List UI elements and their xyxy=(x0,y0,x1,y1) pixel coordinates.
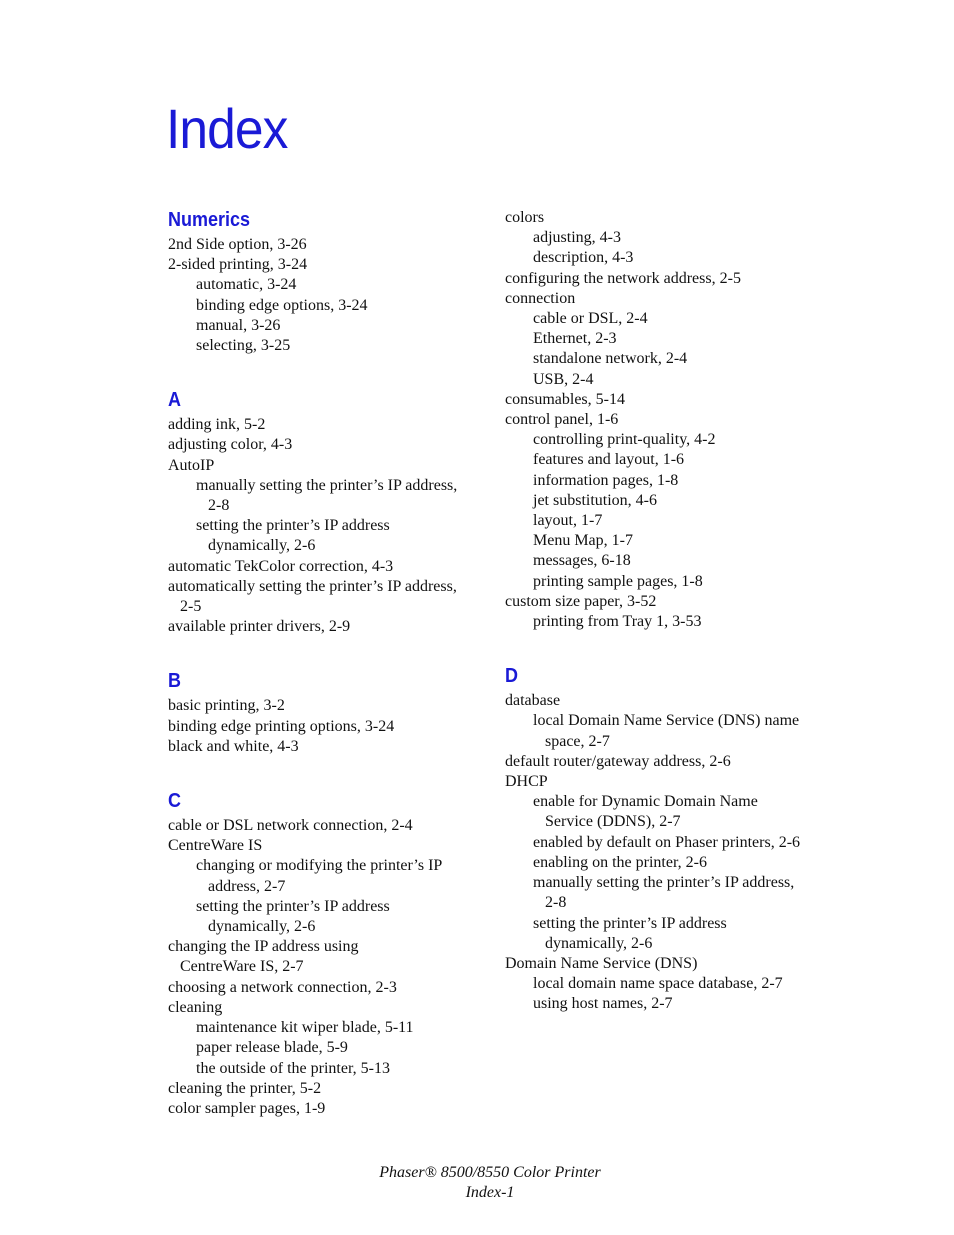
index-subentry: Menu Map, 1-7 xyxy=(533,532,633,550)
index-subentry: changing or modifying the printer’s IP xyxy=(196,857,443,875)
index-entry: Domain Name Service (DNS) xyxy=(505,954,698,972)
index-entry: adjusting color, 4-3 xyxy=(168,436,293,454)
index-subentry: paper release blade, 5-9 xyxy=(196,1039,348,1057)
index-entry: control panel, 1-6 xyxy=(505,411,619,429)
index-entry: black and white, 4-3 xyxy=(168,737,299,755)
index-entry: available printer drivers, 2-9 xyxy=(168,618,351,636)
index-subentry: features and layout, 1-6 xyxy=(533,451,685,469)
index-subentry: manual, 3-26 xyxy=(196,316,281,334)
index-subentry: maintenance kit wiper blade, 5-11 xyxy=(196,1019,414,1037)
index-subentry: cable or DSL, 2-4 xyxy=(533,310,648,328)
index-subentry: setting the printer’s IP address xyxy=(196,517,390,535)
index-subentry: printing sample pages, 1-8 xyxy=(533,572,703,590)
section-gap xyxy=(168,637,488,669)
index-subentry: manually setting the printer’s IP address, xyxy=(533,874,795,892)
index-subentry: the outside of the printer, 5-13 xyxy=(196,1059,390,1077)
index-entry-continuation: CentreWare IS, 2-7 xyxy=(180,958,304,976)
index-entry-continuation: dynamically, 2-6 xyxy=(208,537,316,555)
index-subentry: standalone network, 2-4 xyxy=(533,350,688,368)
index-subentry: selecting, 3-25 xyxy=(196,337,291,355)
index-entry: cleaning the printer, 5-2 xyxy=(168,1079,322,1097)
index-entry: basic printing, 3-2 xyxy=(168,697,285,715)
index-entry: automatic TekColor correction, 4-3 xyxy=(168,557,394,575)
index-subentry: setting the printer’s IP address xyxy=(196,897,390,915)
index-entry: adding ink, 5-2 xyxy=(168,416,266,434)
index-entry-continuation: space, 2-7 xyxy=(545,732,610,750)
index-entry: binding edge printing options, 3-24 xyxy=(168,717,395,735)
index-entry-continuation: dynamically, 2-6 xyxy=(208,918,316,936)
index-entry: AutoIP xyxy=(168,456,215,474)
index-subentry: layout, 1-7 xyxy=(533,512,603,530)
index-subentry: controlling print-quality, 4-2 xyxy=(533,431,716,449)
index-entry: configuring the network address, 2-5 xyxy=(505,269,741,287)
index-entry-continuation: 2-8 xyxy=(208,497,230,515)
index-entry: default router/gateway address, 2-6 xyxy=(505,752,731,770)
index-entry: automatically setting the printer’s IP address, xyxy=(168,577,457,595)
index-subentry: information pages, 1-8 xyxy=(533,471,679,489)
index-subentry: using host names, 2-7 xyxy=(533,995,673,1013)
section-heading: A xyxy=(168,389,182,412)
index-entry: changing the IP address using xyxy=(168,938,359,956)
index-entry: CentreWare IS xyxy=(168,837,263,855)
footer-page-number: Index-1 xyxy=(465,1184,515,1201)
section-gap xyxy=(168,757,488,789)
index-entry: cable or DSL network connection, 2-4 xyxy=(168,817,413,835)
index-column-right xyxy=(505,208,835,1015)
index-entry: custom size paper, 3-52 xyxy=(505,592,657,610)
index-entry-continuation: Service (DDNS), 2-7 xyxy=(545,813,681,831)
index-subentry: enabling on the printer, 2-6 xyxy=(533,853,707,871)
section-heading: D xyxy=(505,665,519,688)
index-entry: color sampler pages, 1-9 xyxy=(168,1099,326,1117)
section-gap xyxy=(168,356,488,388)
index-entry-continuation: 2-8 xyxy=(545,894,567,912)
index-subentry: setting the printer’s IP address xyxy=(533,914,727,932)
index-subentry: USB, 2-4 xyxy=(533,370,594,388)
section-heading: Numerics xyxy=(168,209,251,231)
index-subentry: printing from Tray 1, 3-53 xyxy=(533,613,702,631)
index-column-left xyxy=(168,208,488,1119)
index-entry: 2nd Side option, 3-26 xyxy=(168,236,307,253)
index-subentry: enabled by default on Phaser printers, 2-6 xyxy=(533,833,801,851)
index-entry: cleaning xyxy=(168,998,223,1016)
section-heading: C xyxy=(168,790,182,813)
index-entry-continuation: 2-5 xyxy=(180,598,202,616)
index-subentry: messages, 6-18 xyxy=(533,552,631,570)
index-subentry: enable for Dynamic Domain Name xyxy=(533,793,758,811)
index-entry: connection xyxy=(505,289,576,307)
index-entry: database xyxy=(505,692,561,710)
index-subentry: adjusting, 4-3 xyxy=(533,229,621,247)
index-entry: choosing a network connection, 2-3 xyxy=(168,978,397,996)
page-title: Index xyxy=(166,97,288,160)
index-entry: colors xyxy=(505,209,545,226)
index-subentry: description, 4-3 xyxy=(533,249,634,267)
index-entry-continuation: dynamically, 2-6 xyxy=(545,934,653,952)
index-entry: DHCP xyxy=(505,773,548,791)
index-subentry: automatic, 3-24 xyxy=(196,276,297,294)
section-gap xyxy=(505,632,835,664)
footer-product-name: Phaser® 8500/8550 Color Printer xyxy=(379,1164,601,1181)
page-footer xyxy=(0,1163,954,1203)
index-subentry: binding edge options, 3-24 xyxy=(196,296,368,314)
index-entry: consumables, 5-14 xyxy=(505,390,625,408)
index-subentry: manually setting the printer’s IP address, xyxy=(196,476,458,494)
index-entry-continuation: address, 2-7 xyxy=(208,877,286,895)
index-entry: 2-sided printing, 3-24 xyxy=(168,256,308,274)
index-subentry: local Domain Name Service (DNS) name xyxy=(533,712,800,730)
index-subentry: Ethernet, 2-3 xyxy=(533,330,617,348)
index-subentry: jet substitution, 4-6 xyxy=(533,491,657,509)
section-heading: B xyxy=(168,670,182,693)
index-subentry: local domain name space database, 2-7 xyxy=(533,975,783,993)
